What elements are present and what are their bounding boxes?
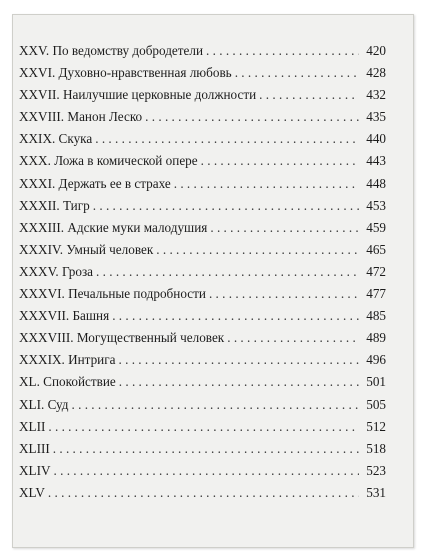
toc-entry (19, 482, 386, 504)
toc-entry-page: 477 (366, 286, 386, 302)
toc-entry-title: XXXVIII. Могущественный человек (19, 330, 225, 346)
toc-leader-dots (48, 416, 359, 438)
toc-leader-dots (206, 40, 359, 62)
toc-entry-page: 518 (366, 440, 386, 456)
toc-leader-dots (201, 150, 359, 172)
toc-entry-title: XXIX. Скука (19, 131, 93, 147)
toc-entry-page: 448 (366, 175, 386, 191)
toc-entry-page: 531 (366, 484, 386, 500)
toc-leader-dots (235, 62, 359, 84)
toc-entry (19, 305, 386, 327)
toc-leader-dots (227, 327, 359, 349)
toc-entry (19, 283, 386, 305)
toc-entry (19, 371, 386, 393)
toc-leader-dots (119, 349, 360, 371)
toc-entry-title: XXV. По ведомству добродетели (19, 43, 204, 58)
toc-entry (19, 261, 386, 283)
toc-entry-page: 472 (366, 263, 386, 279)
toc-entry (19, 84, 386, 106)
toc-entry (19, 128, 386, 150)
toc-entry-page: 465 (366, 241, 386, 257)
toc-entry (19, 173, 386, 195)
toc-leader-dots (48, 482, 359, 504)
toc-entry-title: XXXIX. Интрига (19, 352, 116, 368)
toc-leader-dots (119, 371, 359, 393)
toc-entry-title: XLII (19, 418, 46, 434)
toc-entry-page: 428 (366, 65, 386, 81)
toc-leader-dots (259, 84, 359, 106)
toc-entry-title: XLV (19, 484, 45, 500)
toc-leader-dots (95, 128, 359, 150)
toc-leader-dots (145, 106, 359, 128)
toc-entry-title: XXXIII. Адские муки малодушия (19, 219, 208, 235)
toc-entry-page: 512 (366, 418, 386, 434)
table-of-contents (19, 40, 386, 504)
toc-entry-title: XXVIII. Манон Леско (19, 109, 143, 125)
toc-entry (19, 460, 386, 482)
toc-entry-title: XXXVII. Башня (19, 308, 110, 324)
toc-entry-title: XXXV. Гроза (19, 263, 94, 279)
toc-leader-dots (96, 261, 359, 283)
toc-leader-dots (209, 283, 359, 305)
toc-entry (19, 195, 386, 217)
toc-entry-page: 432 (366, 87, 386, 103)
toc-entry (19, 150, 386, 172)
toc-leader-dots (53, 438, 359, 460)
toc-entry-title: XXVII. Наилучшие церковные должности (19, 87, 257, 103)
toc-leader-dots (210, 217, 359, 239)
toc-leader-dots (112, 305, 359, 327)
toc-entry-page: 435 (366, 109, 386, 125)
toc-entry-page: 443 (366, 153, 386, 169)
toc-entry-title: XXXII. Тигр (19, 197, 90, 213)
toc-entry (19, 438, 386, 460)
toc-entry-title: XLI. Суд (19, 396, 69, 412)
toc-entry (19, 62, 386, 84)
toc-entry-title: XXXI. Держать ее в страхе (19, 175, 171, 191)
toc-entry (19, 239, 386, 261)
toc-entry (19, 327, 386, 349)
toc-entry-page: 453 (366, 197, 386, 213)
toc-entry (19, 349, 386, 371)
toc-entry-page: 505 (366, 396, 386, 412)
toc-entry-page: 523 (366, 462, 386, 478)
toc-entry-title: XXXVI. Печальные подробности (19, 286, 206, 302)
toc-entry (19, 106, 386, 128)
toc-leader-dots (174, 173, 359, 195)
toc-entry-page: 420 (366, 43, 386, 58)
book-page (12, 14, 414, 548)
toc-entry (19, 394, 386, 416)
toc-leader-dots (156, 239, 359, 261)
toc-leader-dots (93, 195, 359, 217)
toc-entry-page: 501 (366, 374, 386, 390)
toc-entry (19, 416, 386, 438)
toc-entry-page: 440 (366, 131, 386, 147)
toc-entry-page: 489 (366, 330, 386, 346)
toc-entry (19, 40, 386, 62)
toc-entry-title: XXVI. Духовно-нравственная любовь (19, 65, 232, 81)
toc-entry (19, 217, 386, 239)
toc-leader-dots (54, 460, 360, 482)
toc-entry-title: XXX. Ложа в комической опере (19, 153, 198, 169)
toc-leader-dots (72, 394, 359, 416)
toc-entry-title: XLIV (19, 462, 51, 478)
toc-entry-page: 485 (366, 308, 386, 324)
toc-entry-page: 459 (366, 219, 386, 235)
toc-entry-title: XXXIV. Умный человек (19, 241, 154, 257)
toc-entry-page: 496 (366, 352, 386, 368)
toc-entry-title: XLIII (19, 440, 50, 456)
toc-entry-title: XL. Спокойствие (19, 374, 116, 390)
